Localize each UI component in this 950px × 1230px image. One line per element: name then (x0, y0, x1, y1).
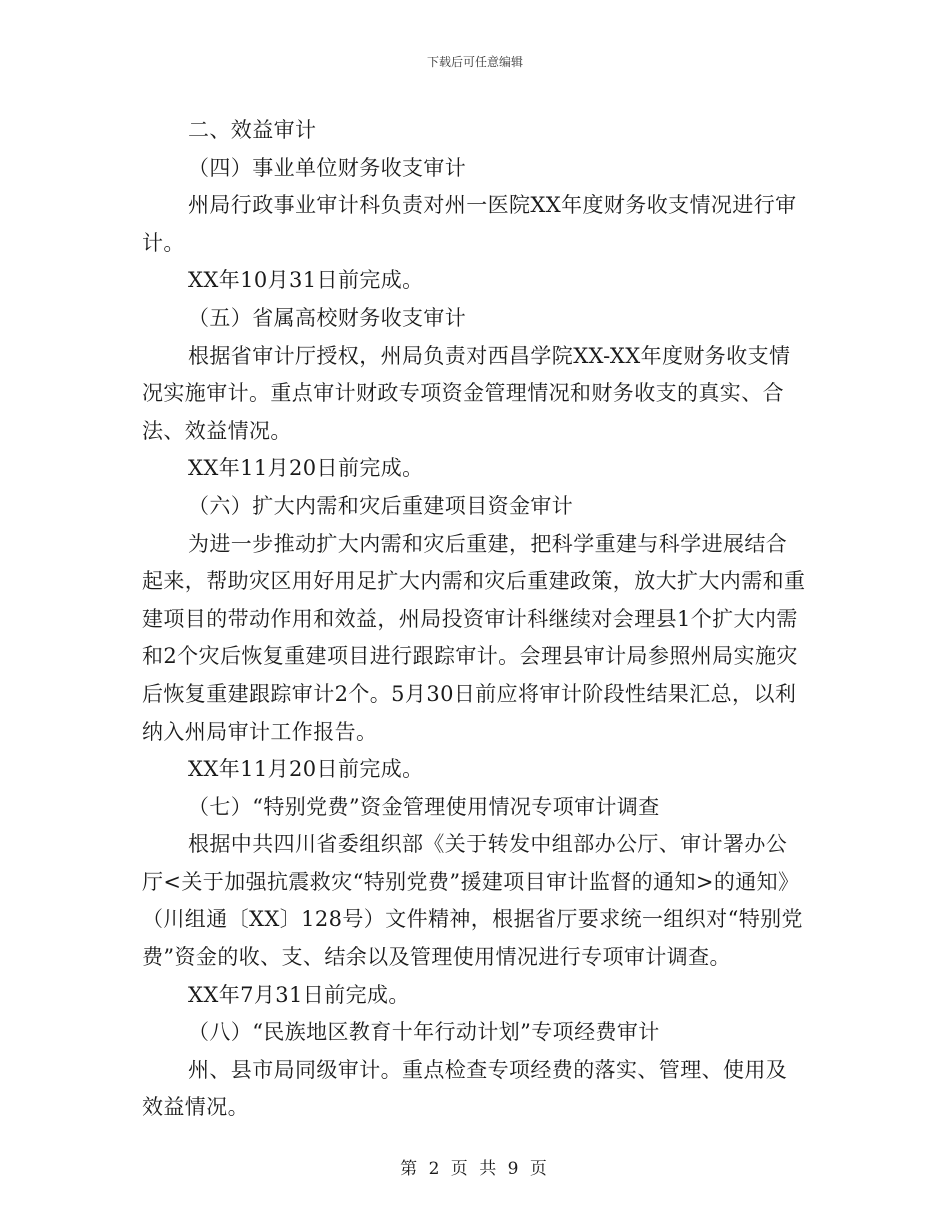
paragraph: 根据省审计厅授权，州局负责对西昌学院XX-XX年度财务收支情况实施审计。重点审计财政专项资金管理情况和财务收支的真实、合法、效益情况。 (142, 343, 791, 443)
page-number-footer: 第 2 页 共 9 页 (400, 1159, 550, 1179)
subsection-heading: （七）“特别党费”资金管理使用情况专项审计调查 (188, 794, 660, 819)
deadline-line: XX年7月31日前完成。 (188, 982, 410, 1007)
deadline-line: XX年11月20日前完成。 (188, 757, 424, 782)
deadline-line: XX年11月20日前完成。 (188, 456, 424, 481)
paragraph: 为进一步推动扩大内需和灾后重建，把科学重建与科学进展结合起来，帮助灾区用好用足扩大内需和灾后重建政策，放大扩大内需和重建项目的带动作用和效益，州局投资审计科继续对会理县1个扩大内需和2个灾后恢复重建项目进行跟踪审计。会理县审计局参照州局实施灾后恢复重建跟踪审计2个。5月30日前应将审计阶段性结果汇总，以利纳入州局审计工作报告。 (142, 531, 806, 744)
subsection-heading: （四）事业单位财务收支审计 (188, 155, 467, 180)
deadline-line: XX年10月31日前完成。 (188, 268, 424, 293)
section-heading: 二、效益审计 (188, 118, 317, 142)
subsection-heading: （五）省属高校财务收支审计 (188, 305, 467, 330)
subsection-heading: （八）“民族地区教育十年行动计划”专项经费审计 (188, 1020, 660, 1045)
subsection-heading: （六）扩大内需和灾后重建项目资金审计 (188, 493, 574, 518)
paragraph: 州局行政事业审计科负责对州一医院XX年度财务收支情况进行审计。 (142, 193, 797, 255)
paragraph: 州、县市局同级审计。重点检查专项经费的落实、管理、使用及效益情况。 (142, 1057, 788, 1120)
document-body (142, 112, 808, 1127)
paragraph: 根据中共四川省委组织部《关于转发中组部办公厅、审计署办公厅<关于加强抗震救灾“特别党费”援建项目审计监督的通知>的通知》（川组通〔XX〕128号）文件精神，根据省厅要求统一组织对“特别党费”资金的收、支、结余以及管理使用情况进行专项审计调查。 (142, 832, 803, 970)
page-header: 下载后可任意编辑 (426, 55, 523, 69)
